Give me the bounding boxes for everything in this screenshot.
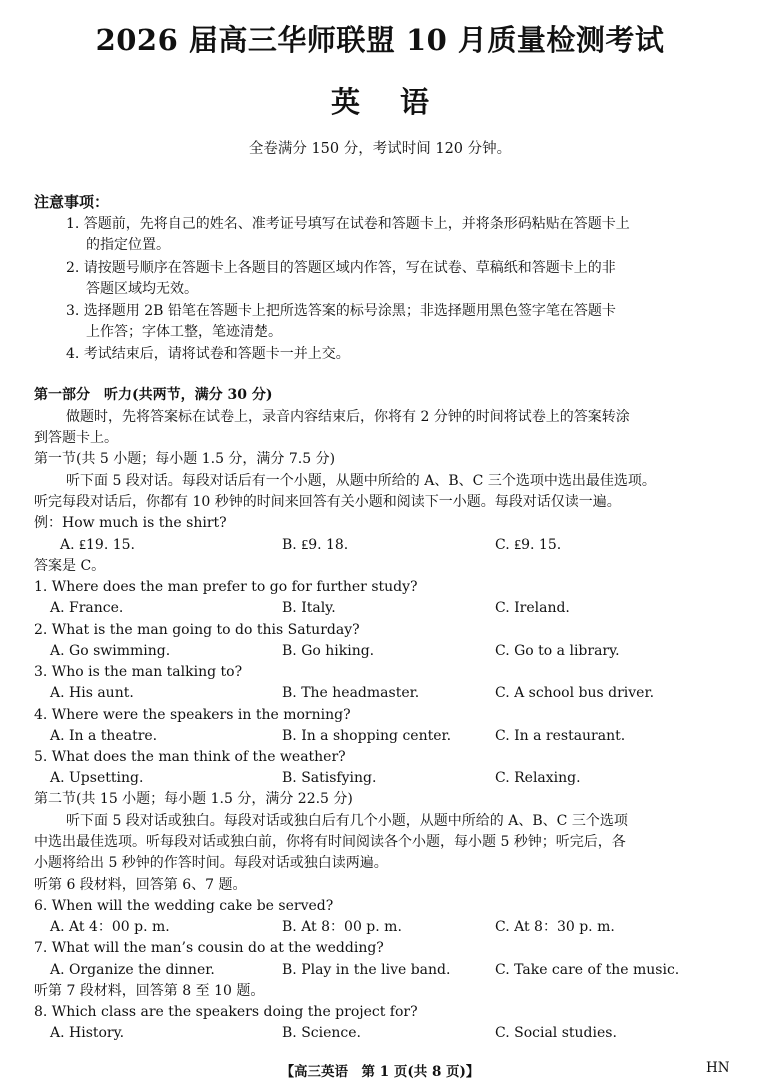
option-b: B. Play in the live band. bbox=[282, 962, 451, 978]
section1-heading: 第一节(共 5 小题；每小题 1.5 分，满分 7.5 分) bbox=[34, 451, 336, 467]
option-c: C. Go to a library. bbox=[495, 643, 620, 659]
note-line: 答题区域均无效。 bbox=[86, 281, 198, 297]
example-answer: 答案是 C。 bbox=[34, 558, 106, 574]
example-question: 例：How much is the shirt? bbox=[34, 515, 227, 531]
option-a: A. In a theatre. bbox=[50, 728, 158, 744]
option-a: A. ₤19. 15. bbox=[60, 537, 135, 553]
exam-meta: 全卷满分 150 分，考试时间 120 分钟。 bbox=[248, 141, 512, 157]
section1-instructions: 听完每段对话后，你都有 10 秒钟的时间来回答有关小题和阅读下一小题。每段对话仅读一遍。 bbox=[34, 494, 621, 510]
question: 3. Who is the man talking to? bbox=[34, 664, 243, 680]
footer-label: 【高三英语 第 1 页(共 8 页)】 bbox=[280, 1064, 480, 1080]
exam-title: 2026 届高三华师联盟 10 月质量检测考试 bbox=[95, 23, 665, 57]
option-b: B. The headmaster. bbox=[282, 685, 420, 701]
note-line: 1. 答题前，先将自己的姓名、准考证号填写在试卷和答题卡上，并将条形码粘贴在答题卡上 bbox=[66, 216, 630, 232]
note-line: 4. 考试结束后，请将试卷和答题卡一并上交。 bbox=[66, 346, 350, 362]
question: 7. What will the man’s cousin do at the wedding? bbox=[34, 940, 384, 956]
option-a: A. At 4：00 p. m. bbox=[50, 919, 170, 935]
part1-intro: 到答题卡上。 bbox=[34, 430, 118, 446]
option-b: B. Science. bbox=[282, 1025, 361, 1041]
section2-instructions: 小题将给出 5 秒钟的作答时间。每段对话或独白读两遍。 bbox=[34, 855, 388, 871]
option-c: C. Social studies. bbox=[495, 1025, 617, 1041]
question: 6. When will the wedding cake be served? bbox=[34, 898, 334, 914]
question: 2. What is the man going to do this Saturday? bbox=[34, 622, 360, 638]
option-b: B. Italy. bbox=[282, 600, 336, 616]
material-note: 听第 6 段材料，回答第 6、7 题。 bbox=[34, 877, 247, 893]
option-b: B. At 8：00 p. m. bbox=[282, 919, 402, 935]
note-line: 的指定位置。 bbox=[86, 237, 170, 253]
option-c: C. A school bus driver. bbox=[495, 685, 655, 701]
section1-instructions: 听下面 5 段对话。每段对话后有一个小题，从题中所给的 A、B、C 三个选项中选出最佳选项。 bbox=[66, 473, 656, 489]
option-c: C. Take care of the music. bbox=[495, 962, 680, 978]
part1-heading: 第一部分 听力(共两节，满分 30 分) bbox=[34, 387, 273, 403]
option-b: B. Satisfying. bbox=[282, 770, 377, 786]
footer-code: HN bbox=[706, 1060, 730, 1076]
notes-heading: 注意事项： bbox=[34, 193, 110, 211]
note-line: 2. 请按题号顺序在答题卡上各题目的答题区域内作答，写在试卷、草稿纸和答题卡上的非 bbox=[66, 260, 616, 276]
option-b: B. In a shopping center. bbox=[282, 728, 452, 744]
section2-instructions: 中选出最佳选项。听每段对话或独白前，你将有时间阅读各个小题，每小题 5 秒钟；听完后，各 bbox=[34, 834, 626, 850]
section2-instructions: 听下面 5 段对话或独白。每段对话或独白后有几个小题，从题中所给的 A、B、C 三个选项 bbox=[66, 813, 628, 829]
option-b: B. Go hiking. bbox=[282, 643, 375, 659]
question: 8. Which class are the speakers doing the project for? bbox=[34, 1004, 418, 1020]
part1-intro: 做题时，先将答案标在试卷上，录音内容结束后，你将有 2 分钟的时间将试卷上的答案转涂 bbox=[66, 409, 630, 425]
option-a: A. Upsetting. bbox=[50, 770, 144, 786]
option-a: A. His aunt. bbox=[50, 685, 134, 701]
option-a: A. Organize the dinner. bbox=[50, 962, 215, 978]
question: 4. Where were the speakers in the morning? bbox=[34, 707, 351, 723]
option-c: C. ₤9. 15. bbox=[495, 537, 562, 553]
page-footer bbox=[0, 1060, 760, 1080]
question: 5. What does the man think of the weather? bbox=[34, 749, 346, 765]
option-c: C. At 8：30 p. m. bbox=[495, 919, 615, 935]
option-a: A. France. bbox=[50, 600, 124, 616]
option-c: C. Ireland. bbox=[495, 600, 570, 616]
section2-heading: 第二节(共 15 小题；每小题 1.5 分，满分 22.5 分) bbox=[34, 791, 353, 807]
option-c: C. In a restaurant. bbox=[495, 728, 626, 744]
option-a: A. Go swimming. bbox=[50, 643, 171, 659]
note-line: 3. 选择题用 2B 铅笔在答题卡上把所选答案的标号涂黑；非选择题用黑色签字笔在答题卡 bbox=[66, 303, 616, 319]
note-line: 上作答；字体工整，笔迹清楚。 bbox=[86, 324, 282, 340]
subject-title: 英语 bbox=[330, 85, 469, 119]
question: 1. Where does the man prefer to go for further study? bbox=[34, 579, 418, 595]
option-b: B. ₤9. 18. bbox=[282, 537, 349, 553]
option-c: C. Relaxing. bbox=[495, 770, 581, 786]
option-a: A. History. bbox=[50, 1025, 125, 1041]
material-note: 听第 7 段材料，回答第 8 至 10 题。 bbox=[34, 983, 265, 999]
